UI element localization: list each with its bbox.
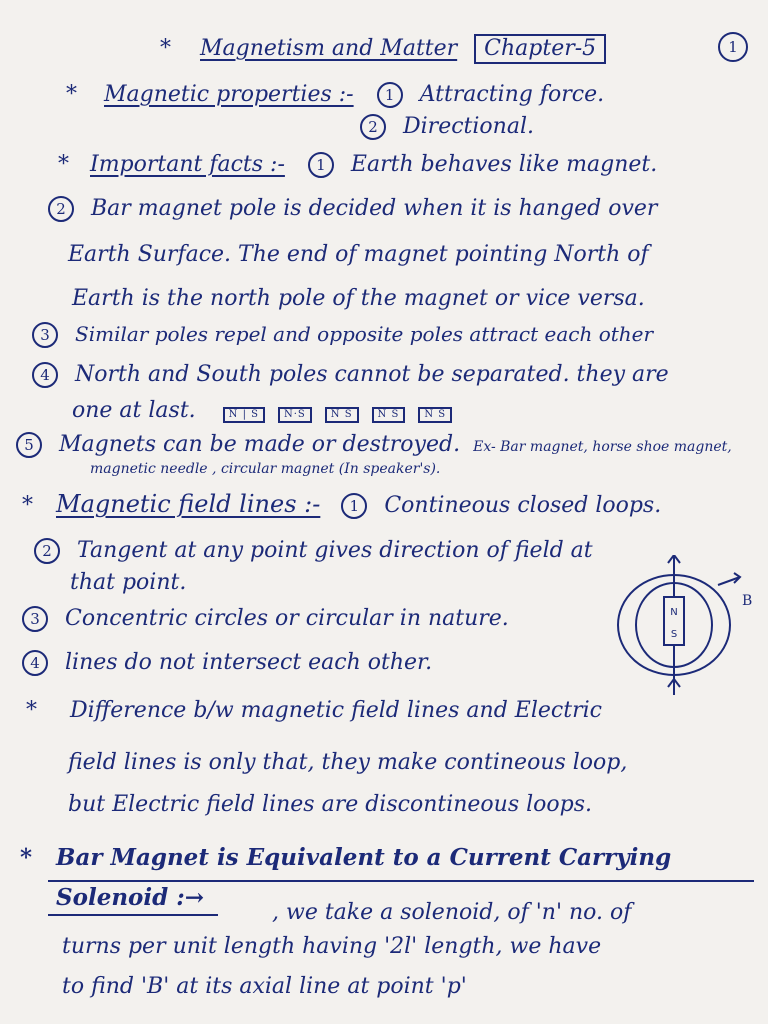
star-bullet: *	[160, 36, 171, 61]
heading-underline	[48, 880, 754, 882]
solenoid-line-1: , we take a solenoid, of 'n' no. of	[272, 900, 632, 925]
item-number: 2	[48, 196, 74, 222]
item-number: 5	[16, 432, 42, 458]
property-item: Attracting force.	[419, 82, 605, 107]
b-field-label: B	[742, 593, 753, 609]
chapter-label: Chapter-5	[474, 34, 606, 64]
item-number: 1	[377, 82, 403, 108]
difference-line-2: field lines is only that, they make contineous loop,	[68, 750, 628, 775]
pole-n-label: N	[670, 607, 678, 618]
field-2-line-1	[34, 538, 593, 564]
fact-5-line-2: magnetic needle , circular magnet (In speaker's).	[90, 461, 441, 477]
fact-2-line-1	[48, 196, 657, 222]
magnet-sketch: N S	[325, 407, 359, 423]
properties-heading-line	[66, 82, 604, 108]
fact-item: Earth behaves like magnet.	[350, 152, 658, 177]
field-4-line	[22, 650, 432, 676]
magnet-sketch: N·S	[278, 407, 312, 423]
properties-item2-line	[360, 114, 534, 140]
fact-text: North and South poles cannot be separated. they are	[75, 362, 669, 387]
star-bullet: *	[22, 493, 33, 518]
heading-underline	[48, 914, 218, 916]
difference-line-3: but Electric field lines are discontineous loops.	[68, 792, 593, 817]
title-line	[160, 34, 606, 64]
item-number: 2	[360, 114, 386, 140]
item-number: 2	[34, 538, 60, 564]
item-number: 4	[32, 362, 58, 388]
pole-s-label: S	[670, 629, 678, 640]
solenoid-heading-line-2: Solenoid :→	[56, 884, 204, 911]
field-3-line	[22, 606, 509, 632]
fact-text: Magnets can be made or destroyed.	[59, 432, 461, 457]
star-bullet: *	[20, 844, 33, 871]
facts-heading-line	[58, 152, 657, 178]
field-text: lines do not intersect each other.	[65, 650, 433, 675]
difference-line-1	[26, 700, 602, 722]
field-lines-heading: Magnetic field lines :-	[56, 490, 321, 518]
bar-magnet-field-figure	[590, 555, 760, 695]
field-text: Tangent at any point gives direction of field at	[77, 538, 593, 563]
item-number: 4	[22, 650, 48, 676]
star-bullet: *	[26, 698, 37, 723]
solenoid-heading-line-1	[20, 846, 671, 869]
solenoid-line-2: turns per unit length having '2l' length, we have	[62, 934, 602, 959]
field-lines-heading-line	[22, 492, 661, 519]
difference-text: Difference b/w magnetic field lines and Electric	[70, 698, 602, 723]
magnet-sketch: N | S	[223, 407, 265, 423]
solenoid-line-3: to find 'B' at its axial line at point 'p'	[62, 974, 467, 999]
fact-3-line	[32, 322, 653, 348]
page-title: Magnetism and Matter	[200, 36, 458, 61]
property-item: Directional.	[403, 114, 534, 139]
fact-5-line-1	[16, 432, 732, 458]
fact-text: Bar magnet pole is decided when it is hanged over	[91, 196, 658, 221]
magnet-sketch: N S	[372, 407, 406, 423]
fact-4-line-2	[72, 400, 458, 423]
fact-2-line-2: Earth Surface. The end of magnet pointing North of	[68, 242, 649, 267]
item-number: 1	[308, 152, 334, 178]
fact-2-line-3: Earth is the north pole of the magnet or vice versa.	[72, 286, 645, 311]
magnet-sketch: N S	[418, 407, 452, 423]
magnet-sketches	[223, 398, 458, 423]
item-number: 3	[32, 322, 58, 348]
fact-example: Ex- Bar magnet, horse shoe magnet,	[473, 439, 732, 455]
properties-heading: Magnetic properties :-	[104, 82, 354, 107]
item-number: 1	[341, 493, 367, 519]
field-text: Concentric circles or circular in nature.	[65, 606, 509, 631]
page-number: 1	[718, 32, 758, 62]
fact-text: Similar poles repel and opposite poles attract each other	[75, 322, 654, 346]
fact-text: one at last.	[72, 398, 196, 423]
fact-4-line-1	[32, 362, 669, 388]
field-item: Contineous closed loops.	[384, 493, 662, 518]
solenoid-heading: Bar Magnet is Equivalent to a Current Carrying	[56, 844, 672, 871]
field-2-line-2: that point.	[70, 570, 187, 595]
star-bullet: *	[58, 152, 69, 177]
facts-heading: Important facts :-	[90, 152, 285, 177]
item-number: 3	[22, 606, 48, 632]
star-bullet: *	[66, 82, 77, 107]
